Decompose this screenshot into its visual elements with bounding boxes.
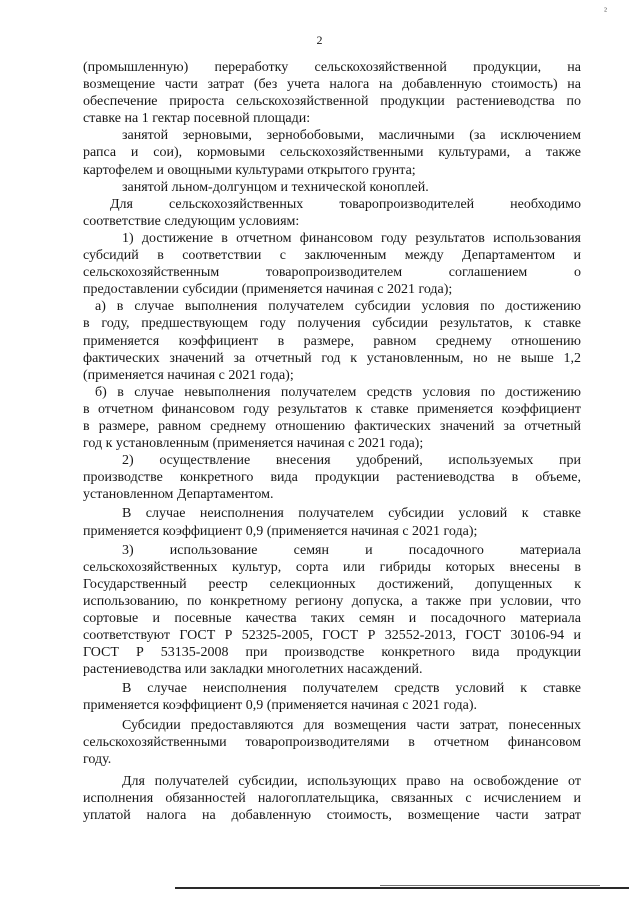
text-line: занятой зерновыми, зернобобовыми, масличными (за исключением [122, 128, 581, 144]
text-line: году. [83, 751, 112, 767]
text-line: в отчетном финансовом году результатов к ставке применяется коэффициент [83, 401, 581, 417]
text-line: рапса и сои), кормовыми сельскохозяйственными культурами, а также [83, 145, 581, 161]
text-line: соответствуют ГОСТ Р 52325-2005, ГОСТ Р 32552-2013, ГОСТ 30106-94 и [83, 628, 581, 644]
text-line: ставке на 1 гектар посевной площади: [83, 111, 311, 127]
text-line: возмещение части затрат (без учета налога на добавленную стоимость) на [83, 77, 581, 93]
text-line: занятой льном-долгунцом и технической коноплей. [122, 179, 429, 195]
text-line: сельскохозяйственными товаропроизводителями в отчетном финансовом [83, 734, 581, 750]
text-line: В случае неисполнения получателем субсидии условий к ставке [122, 506, 581, 522]
text-line: Для сельскохозяйственных товаропроизводителей необходимо [110, 196, 581, 212]
text-line: уплатой налога на добавленную стоимость, возмещение части затрат [83, 808, 581, 824]
text-line: год к установленным (применяется начиная с 2021 года); [83, 436, 424, 452]
text-line: использованию, по конкретному региону допуска, а также при условии, что [83, 593, 581, 609]
text-line: Государственный реестр селекционных достижений, допущенных к [83, 576, 581, 592]
text-line: сортовые и посевные качества таких семян и посадочного материала [83, 611, 581, 626]
text-line: Субсидии предоставляются для возмещения части затрат, понесенных [122, 717, 581, 733]
page-number: 2 [316, 33, 323, 47]
scan-edge-line [380, 885, 600, 886]
text-line: фактических значений за отчетный год к установленным, но не выше 1,2 [83, 350, 581, 366]
text-line: исполнения обязанностей налогоплательщика, связанных с исчислением и [83, 790, 581, 806]
text-line: 2) осуществление внесения удобрений, используемых при [122, 453, 581, 469]
text-line: б) в случае невыполнения получателем средств условия по достижению [95, 384, 581, 400]
text-line: соответствие следующим условиям: [83, 213, 300, 229]
text-line: 1) достижение в отчетном финансовом году результатов использования [122, 230, 581, 246]
text-line: (промышленную) переработку сельскохозяйственной продукции, на [83, 60, 581, 75]
text-line: в году, предшествующем году получения субсидии результатов, к ставке [83, 316, 581, 332]
text-line: 3) использование семян и посадочного материала [122, 542, 581, 558]
document-body [83, 59, 581, 824]
text-line: применяется коэффициент 0,9 (применяется начиная с 2021 года); [83, 523, 478, 539]
text-line: сельскохозяйственным товаропроизводителем соглашением о [83, 265, 581, 281]
text-line: применяется коэффициент 0,9 (применяется начиная с 2021 года). [83, 698, 478, 714]
scan-edge-line [175, 887, 629, 889]
text-line: В случае неисполнения получателем средств условий к ставке [122, 681, 581, 697]
text-line: сельскохозяйственных культур, сорта или гибриды которых внесены в [83, 559, 581, 575]
text-line: субсидий в соответствии с заключенным между Департаментом и [83, 248, 581, 264]
text-line: а) в случае выполнения получателем субсидии условия по достижению [95, 299, 581, 315]
text-line: ГОСТ Р 53135-2008 при производстве конкретного вида продукции [83, 645, 581, 661]
text-line: картофелем и овощными культурами открытого грунта; [83, 162, 416, 178]
text-line: установленном Департаментом. [83, 487, 274, 503]
scan-corner-mark: ² [604, 6, 607, 17]
text-line: производстве конкретного вида продукции растениеводства в объеме, [83, 470, 581, 486]
text-line: в размере, равном среднему отношению фактических значений за отчетный [83, 418, 581, 434]
text-line: применяется коэффициент в размере, равном среднему отношению [83, 333, 581, 349]
text-line: предоставлении субсидии (применяется начиная с 2021 года); [83, 282, 453, 298]
text-line: обеспечение прироста сельскохозяйственной продукции растениеводства по [83, 94, 581, 110]
text-line: растениеводства или закладки многолетних насаждений. [83, 662, 423, 678]
text-line: (применяется начиная с 2021 года); [83, 367, 294, 383]
text-line: Для получателей субсидии, использующих право на освобождение от [122, 773, 581, 789]
